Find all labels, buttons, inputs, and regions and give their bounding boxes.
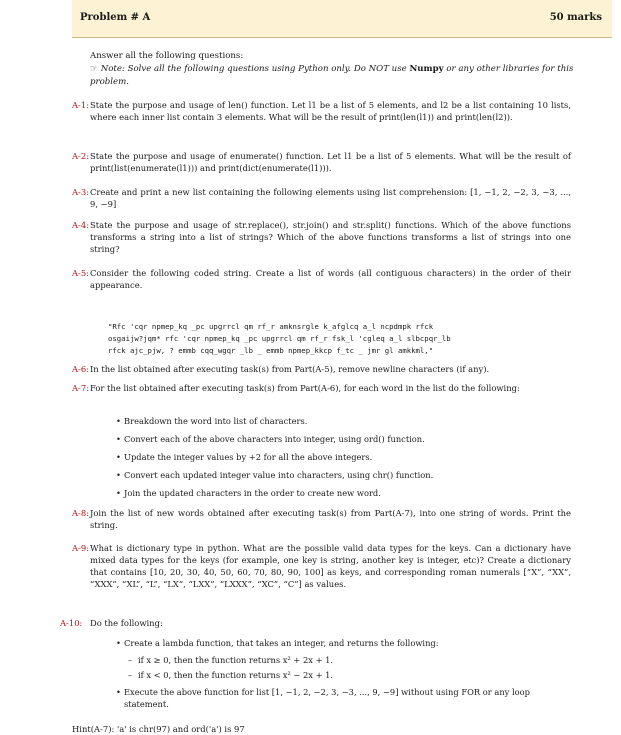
problem-title: Problem # A (80, 12, 151, 23)
question-a3 (72, 186, 571, 210)
note-bold: Numpy (409, 64, 444, 74)
question-a6 (72, 363, 571, 375)
problem-header (72, 0, 612, 38)
question-a5 (72, 267, 571, 291)
intro-text: Answer all the following questions: (90, 51, 244, 61)
question-text: Consider the following coded string. Create a list of words (all contiguous characters) in the order of their appearance. (90, 268, 571, 290)
a10-bullet: • Execute the above function for list [1, −1, 2, −2, 3, −3, ..., 9, −9] without using FOR or any loop statement. (124, 686, 569, 710)
question-text: Join the list of new words obtained after executing task(s) from Part(A-7), into one string of words. Print the string. (90, 508, 571, 530)
question-text: In the list obtained after executing task(s) from Part(A-5), remove newline characters (if any). (90, 364, 490, 374)
question-label: A-2: (72, 151, 90, 161)
marks-label: 50 marks (549, 12, 602, 23)
question-a2 (72, 150, 571, 174)
question-a1 (72, 99, 571, 123)
a7-bullet: • Breakdown the word into list of characters. (124, 415, 569, 427)
question-a8 (72, 507, 571, 531)
note-suffix: or any other libraries for this problem. (90, 64, 574, 87)
a10-bullet: • Create a lambda function, that takes an integer, and returns the following: (124, 637, 569, 649)
question-text: Do the following: (90, 618, 163, 628)
code-line: "Rfc 'cqr npmep_kq _pc upgrrcl qm rf_r amknsrgle k_afglcq a_l ncpdmpk rfck (108, 322, 434, 331)
code-line: rfck ajc_pjw, ? emmb cqq_wgqr _lb _ emmb npmep_kkcp f_tc _ jmr gl amkkml," (108, 346, 434, 355)
hint-text: Hint(A-7): 'a' is chr(97) and ord('a') is 97 (72, 724, 245, 734)
question-text: State the purpose and usage of len() function. Let l1 be a list of 5 elements, and l2 be a list containing 10 lists, where each inner list contain 3 elements. What will be the result of print(len(l1)) and print(len(l2)). (90, 100, 571, 122)
question-a4 (72, 219, 571, 255)
question-label: A-6: (72, 364, 90, 374)
question-text: For the list obtained after executing task(s) from Part(A-6), for each word in the list do the following: (90, 383, 520, 393)
question-label: A-8: (72, 508, 90, 518)
question-text: State the purpose and usage of enumerate() function. Let l1 be a list of 5 elements. What will be the result of print(list(enumerate(l1))) and print(dict(enumerate(l1))). (90, 151, 571, 173)
question-label: A-9: (72, 543, 90, 553)
a7-bullet: • Convert each of the above characters into integer, using ord() function. (124, 433, 569, 445)
question-label: A-7: (72, 383, 90, 393)
question-text: What is dictionary type in python. What are the possible valid data types for the keys. Can a dictionary have mixed data types for the keys (for example, one key is string, another key is integer, etc)? Create a dictionary that contains [10, 20, 30, 40, 50, 60, 70, 80, 90, 100] as keys, and corresponding roman numerals [“X”, “XX”, “XXX”, “XL”, “L”, “LX”, “LXX”, “LXXX”, “XC”, “C”] as values. (90, 543, 571, 589)
pointing-hand-icon: ☞ (90, 64, 98, 74)
coded-string (108, 321, 578, 357)
question-label: A-4: (72, 220, 90, 230)
question-label: A-1: (72, 100, 90, 110)
question-text: State the purpose and usage of str.replace(), str.join() and str.split() functions. Which of the above functions transforms a string into a list of strings? Which of the above functions transforms a list of strings into one string? (90, 220, 571, 254)
question-a10 (60, 617, 571, 629)
a7-bullet: • Convert each updated integer value into characters, using chr() function. (124, 469, 569, 481)
question-label: A-10: (60, 618, 83, 628)
a7-bullet: • Update the integer values by +2 for all the above integers. (124, 451, 569, 463)
question-a9 (72, 542, 571, 590)
question-label: A-5: (72, 268, 90, 278)
a10-subitem: – if x < 0, then the function returns x² − 2x + 1. (138, 669, 333, 681)
a10-subitem: – if x ≥ 0, then the function returns x² + 2x + 1. (138, 654, 333, 666)
question-text: Create and print a new list containing the following elements using list comprehension: [1, −1, 2, −2, 3, −3, ..., 9, −9] (90, 187, 571, 209)
a7-bullet: • Join the updated characters in the order to create new word. (124, 487, 569, 499)
note-prefix: Note: Solve all the following questions using Python only. Do NOT use (100, 64, 410, 74)
code-line: osgaijw?jqm* rfc 'cqr npmep_kq _pc upgrrcl qm rf_r fsk_l 'cgleq a_l slbcpqr_lb (108, 334, 451, 343)
note (90, 63, 575, 89)
question-label: A-3: (72, 187, 90, 197)
question-a7 (72, 382, 571, 394)
